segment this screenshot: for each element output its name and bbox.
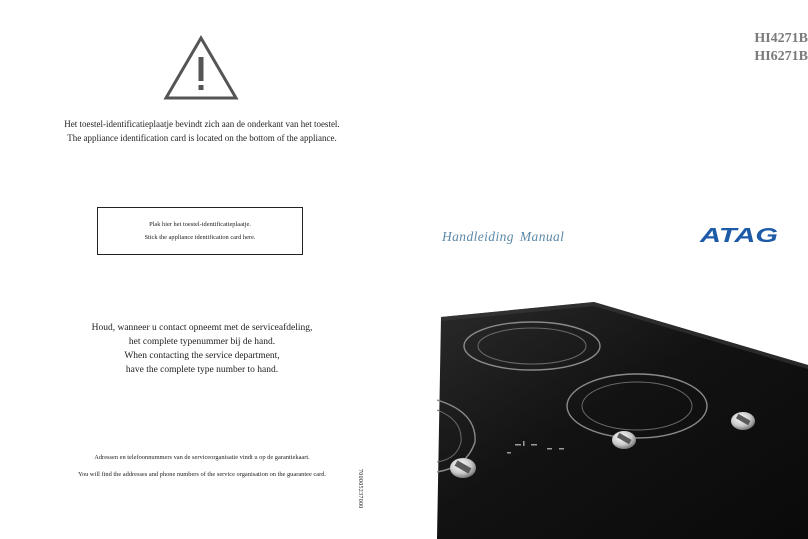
service-line-2: het complete typenummer bij de hand. [128,337,276,347]
sticker-box-text-nl: Plak hier het toestel-identificatieplaatje. [149,221,251,228]
address-text-en: You will find the addresses and phone numbers of the service organisation on the guarantee card. [77,471,327,478]
model-numbers [608,30,808,66]
service-line-4: have the complete type number to hand. [125,365,279,375]
sticker-box [97,207,303,255]
id-plate-location-text [0,117,404,145]
sticker-box-text-en: Stick the appliance identification card here. [144,234,256,241]
id-plate-text-en: The appliance identification card is located on the bottom of the appliance. [67,133,337,143]
service-line-3: When contacting the service department, [124,351,280,361]
service-notice [0,321,404,377]
model-number-1: HI4271B [754,31,808,46]
manual-title-nl: Handleiding [442,229,514,244]
document-code: 700005237000 [357,469,363,509]
service-line-1: Houd, wanneer u contact opneemt met de serviceafdeling, [91,323,313,333]
cooktop-photo [437,302,808,539]
atag-logo [698,224,778,246]
address-notice [0,449,404,483]
right-page [404,0,808,539]
manual-title [442,229,564,245]
brand-logo-text: ATAG [698,225,778,246]
id-plate-text-nl: Het toestel-identificatieplaatje bevindt zich aan de onderkant van het toestel. [64,119,340,129]
model-number-2: HI6271B [754,49,808,64]
warning-triangle-icon [163,35,239,101]
address-text-nl: Adressen en telefoonnummers van de serviceorganisatie vindt u op de garantiekaart. [94,454,310,461]
manual-title-en: Manual [519,229,565,244]
